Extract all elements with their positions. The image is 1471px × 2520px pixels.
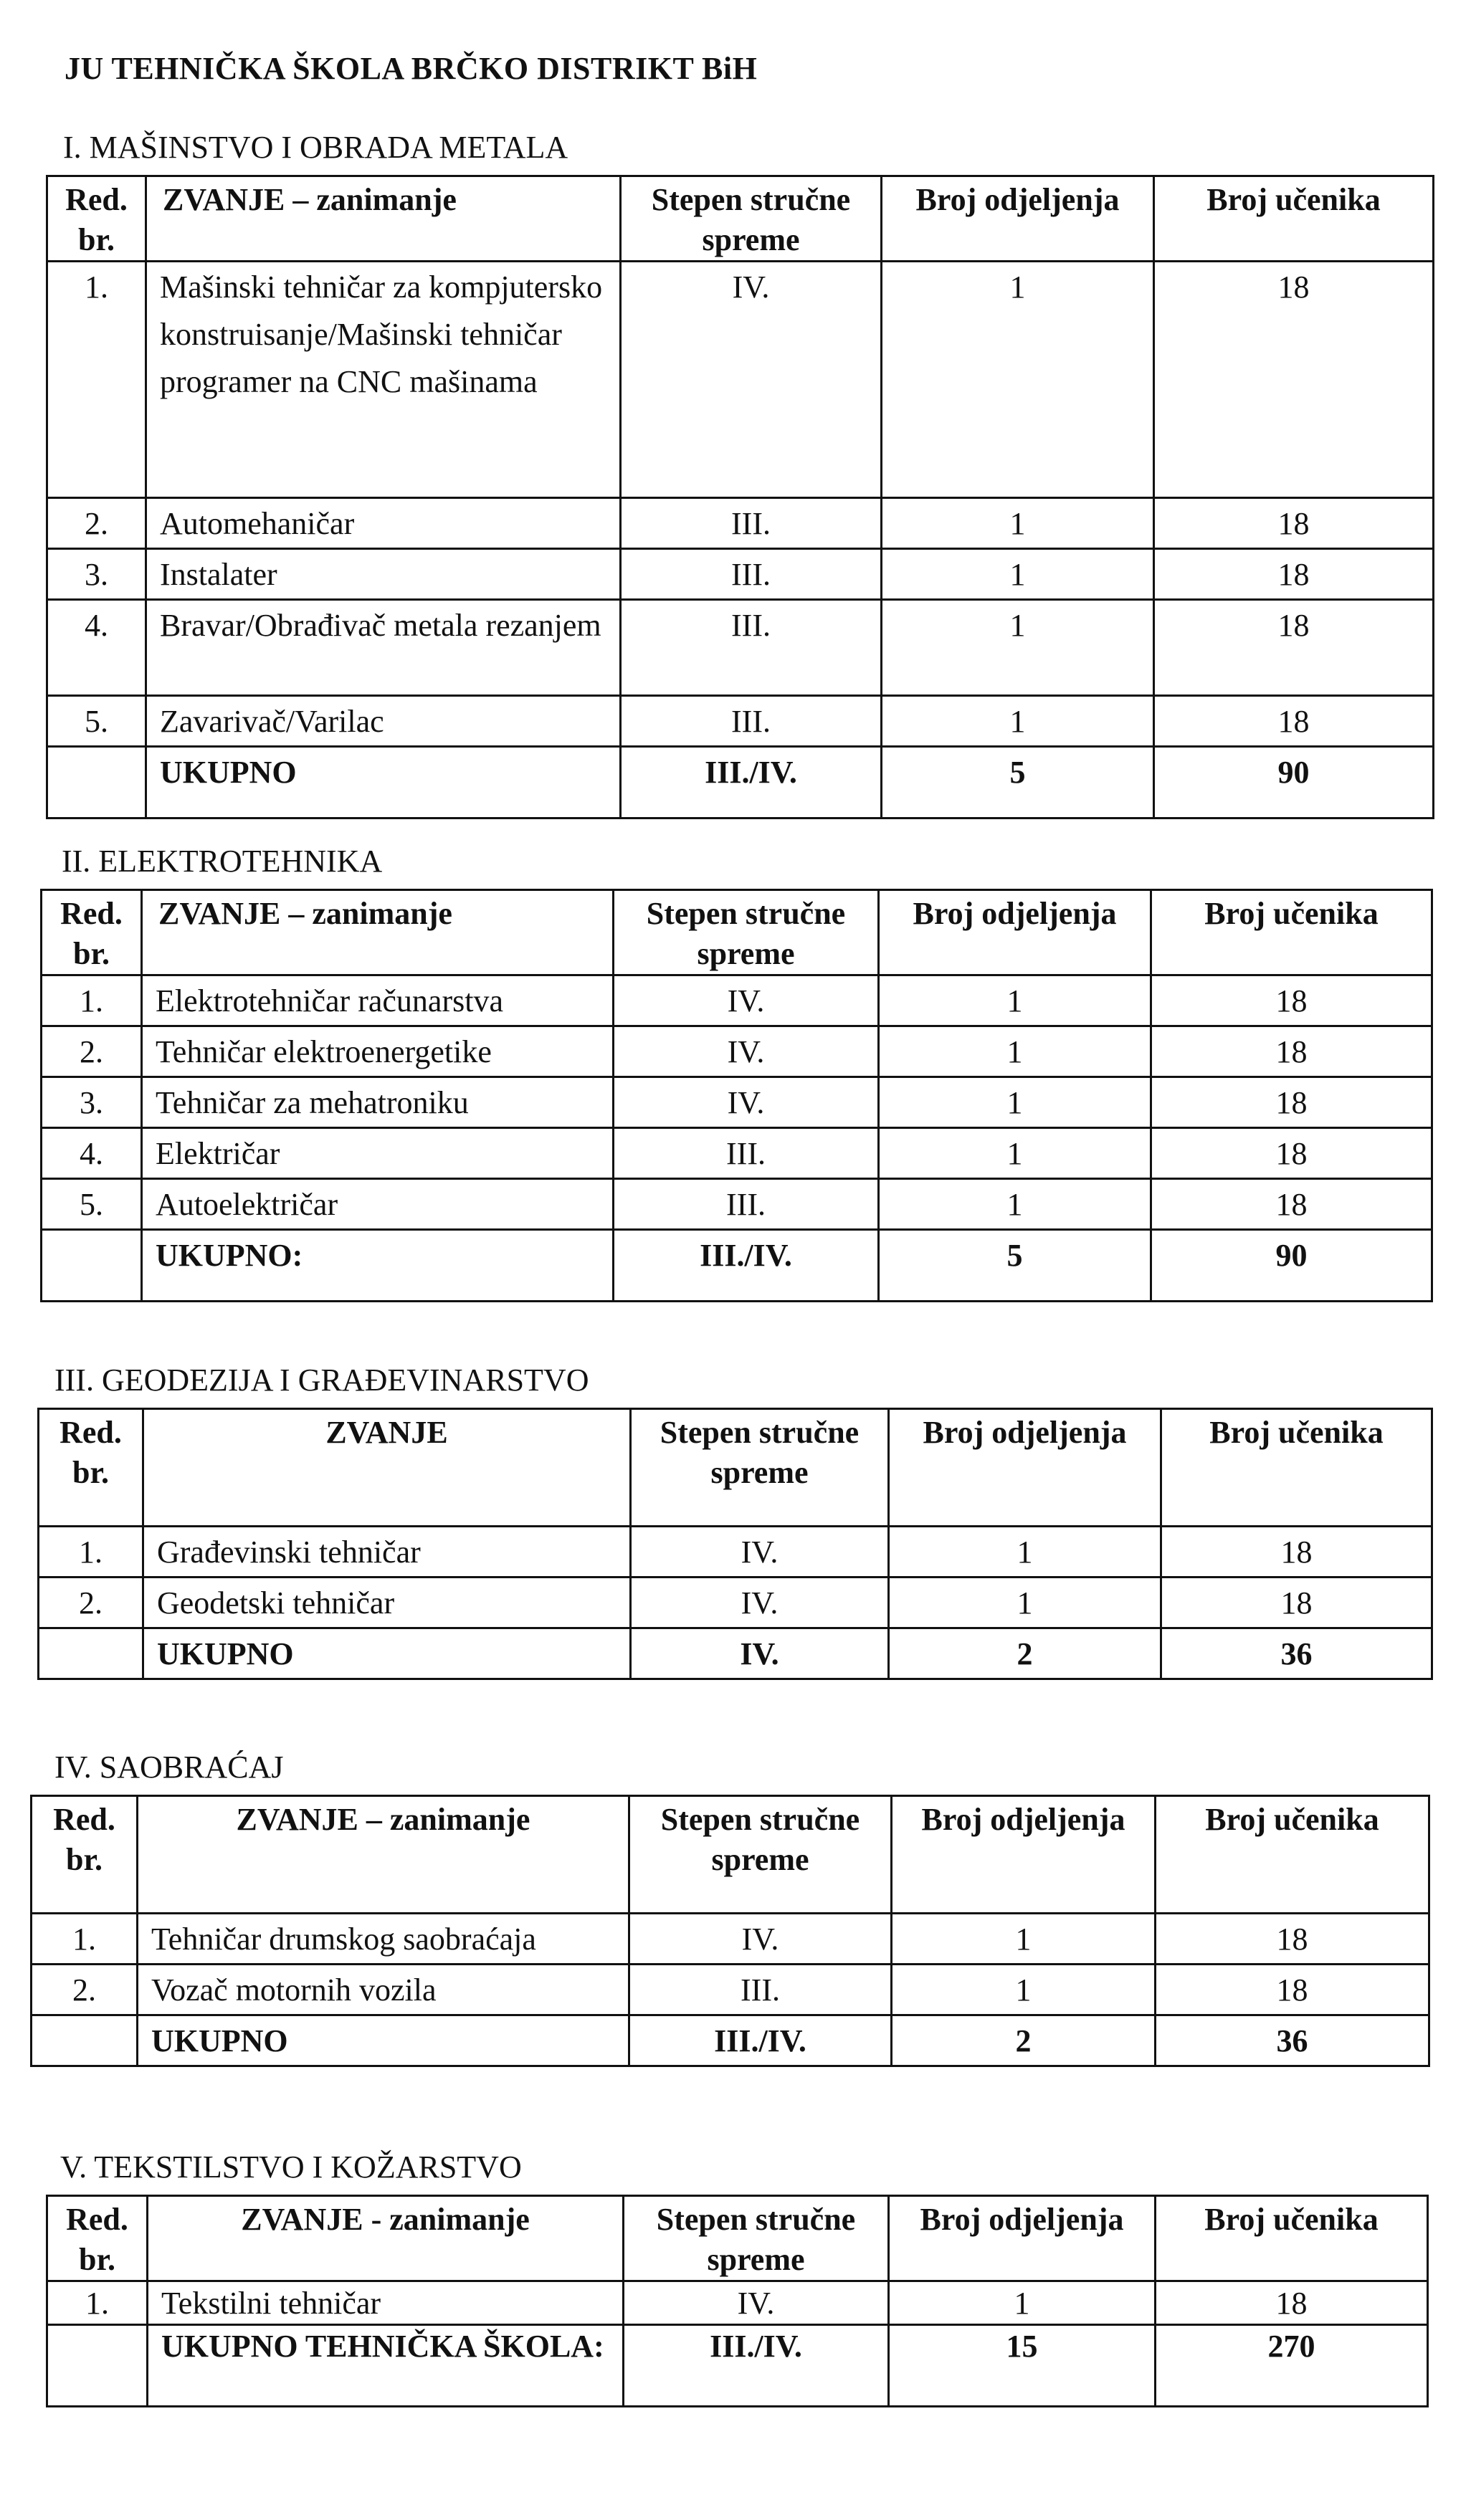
row-classes: 1 <box>889 1527 1161 1578</box>
total-label: UKUPNO TEHNIČKA ŠKOLA: <box>148 2325 624 2407</box>
table-row <box>42 1026 1432 1077</box>
row-classes: 1 <box>889 1578 1161 1628</box>
row-occupation: Zavarivač/Varilac <box>146 696 621 747</box>
row-number: 5. <box>42 1179 142 1230</box>
header-red: Red. br. <box>47 2196 148 2281</box>
row-students: 18 <box>1161 1578 1432 1628</box>
total-label: UKUPNO: <box>142 1230 614 1302</box>
row-number: 1. <box>39 1527 143 1578</box>
row-number: 3. <box>47 549 146 600</box>
row-classes: 1 <box>882 549 1154 600</box>
row-level: IV. <box>631 1578 889 1628</box>
row-classes: 1 <box>882 498 1154 549</box>
table-row <box>47 600 1434 696</box>
header-zvanje: ZVANJE – zanimanje <box>146 176 621 262</box>
row-number: 3. <box>42 1077 142 1128</box>
row-level: IV. <box>631 1527 889 1578</box>
row-number: 2. <box>42 1026 142 1077</box>
total-students: 36 <box>1156 2015 1429 2066</box>
header-odjeljenja: Broj odjeljenja <box>889 2196 1156 2281</box>
row-level: III. <box>621 549 882 600</box>
table-row <box>42 1128 1432 1179</box>
table-row <box>39 1527 1432 1578</box>
row-number: 1. <box>32 1914 138 1965</box>
section-title: II. ELEKTROTEHNIKA <box>62 844 383 879</box>
header-ucenika: Broj učenika <box>1154 176 1434 262</box>
total-students: 90 <box>1151 1230 1432 1302</box>
row-level: III. <box>621 498 882 549</box>
total-row <box>47 747 1434 818</box>
row-occupation: Automehaničar <box>146 498 621 549</box>
row-students: 18 <box>1156 1965 1429 2015</box>
row-number <box>32 2015 138 2066</box>
header-red: Red. br. <box>32 1796 138 1914</box>
row-students: 18 <box>1154 696 1434 747</box>
row-level: IV. <box>614 1077 879 1128</box>
total-level: III./IV. <box>621 747 882 818</box>
total-classes: 15 <box>889 2325 1156 2407</box>
row-classes: 1 <box>882 262 1154 498</box>
section-table <box>46 175 1434 819</box>
row-level: III. <box>621 600 882 696</box>
header-zvanje: ZVANJE - zanimanje <box>148 2196 624 2281</box>
row-occupation: Vozač motornih vozila <box>138 1965 629 2015</box>
header-odjeljenja: Broj odjeljenja <box>879 890 1151 975</box>
header-stepen: Stepen stručne spreme <box>624 2196 889 2281</box>
row-students: 18 <box>1154 549 1434 600</box>
table-row <box>47 262 1434 498</box>
row-students: 18 <box>1151 1179 1432 1230</box>
row-occupation: Geodetski tehničar <box>143 1578 631 1628</box>
row-classes: 1 <box>889 2281 1156 2325</box>
table-row <box>42 1077 1432 1128</box>
row-students: 18 <box>1156 1914 1429 1965</box>
section-title: I. MAŠINSTVO I OBRADA METALA <box>63 130 568 165</box>
section-table <box>37 1408 1433 1680</box>
row-occupation: Građevinski tehničar <box>143 1527 631 1578</box>
total-classes: 5 <box>879 1230 1151 1302</box>
row-level: IV. <box>614 975 879 1026</box>
header-red: Red. br. <box>47 176 146 262</box>
row-students: 18 <box>1161 1527 1432 1578</box>
header-stepen: Stepen stručne spreme <box>614 890 879 975</box>
header-zvanje: ZVANJE <box>143 1409 631 1527</box>
row-number: 1. <box>47 262 146 498</box>
header-odjeljenja: Broj odjeljenja <box>892 1796 1156 1914</box>
row-number: 5. <box>47 696 146 747</box>
row-students: 18 <box>1151 975 1432 1026</box>
row-level: III. <box>614 1179 879 1230</box>
table-row <box>47 549 1434 600</box>
header-ucenika: Broj učenika <box>1156 1796 1429 1914</box>
total-level: III./IV. <box>629 2015 892 2066</box>
row-students: 18 <box>1151 1077 1432 1128</box>
row-classes: 1 <box>882 600 1154 696</box>
row-classes: 1 <box>879 1026 1151 1077</box>
header-zvanje: ZVANJE – zanimanje <box>142 890 614 975</box>
total-students: 90 <box>1154 747 1434 818</box>
row-number <box>42 1230 142 1302</box>
row-occupation: Tehničar elektroenergetike <box>142 1026 614 1077</box>
row-number: 1. <box>42 975 142 1026</box>
row-level: III. <box>614 1128 879 1179</box>
row-classes: 1 <box>879 1179 1151 1230</box>
row-number: 2. <box>39 1578 143 1628</box>
row-level: III. <box>629 1965 892 2015</box>
section-table <box>30 1795 1430 2067</box>
header-odjeljenja: Broj odjeljenja <box>882 176 1154 262</box>
total-level: IV. <box>631 1628 889 1679</box>
header-ucenika: Broj učenika <box>1151 890 1432 975</box>
row-classes: 1 <box>879 1077 1151 1128</box>
total-classes: 2 <box>889 1628 1161 1679</box>
total-label: UKUPNO <box>143 1628 631 1679</box>
total-classes: 2 <box>892 2015 1156 2066</box>
table-row <box>32 1965 1429 2015</box>
table-row <box>42 975 1432 1026</box>
table-row <box>42 1179 1432 1230</box>
table-row <box>47 2281 1428 2325</box>
total-level: III./IV. <box>614 1230 879 1302</box>
row-students: 18 <box>1156 2281 1428 2325</box>
table-row <box>39 1578 1432 1628</box>
row-number: 1. <box>47 2281 148 2325</box>
section-title: IV. SAOBRAĆAJ <box>54 1750 284 1785</box>
total-label: UKUPNO <box>146 747 621 818</box>
section-title: V. TEKSTILSTVO I KOŽARSTVO <box>60 2149 522 2185</box>
header-stepen: Stepen stručne spreme <box>621 176 882 262</box>
row-occupation: Autoelektričar <box>142 1179 614 1230</box>
table-row <box>47 498 1434 549</box>
total-row <box>42 1230 1432 1302</box>
section-table <box>40 889 1433 1302</box>
header-ucenika: Broj učenika <box>1161 1409 1432 1527</box>
header-stepen: Stepen stručne spreme <box>631 1409 889 1527</box>
row-occupation: Tehničar za mehatroniku <box>142 1077 614 1128</box>
total-students: 270 <box>1156 2325 1428 2407</box>
row-classes: 1 <box>892 1914 1156 1965</box>
row-number <box>47 2325 148 2407</box>
total-row <box>32 2015 1429 2066</box>
header-zvanje: ZVANJE – zanimanje <box>138 1796 629 1914</box>
row-number: 4. <box>47 600 146 696</box>
document-title: JU TEHNIČKA ŠKOLA BRČKO DISTRIKT BiH <box>65 51 758 86</box>
total-students: 36 <box>1161 1628 1432 1679</box>
row-occupation: Mašinski tehničar za kompjutersko konstruisanje/Mašinski tehničar programer na CNC mašinama <box>146 262 621 498</box>
row-number: 2. <box>32 1965 138 2015</box>
row-occupation: Instalater <box>146 549 621 600</box>
row-level: IV. <box>624 2281 889 2325</box>
row-students: 18 <box>1154 498 1434 549</box>
row-occupation: Elektrotehničar računarstva <box>142 975 614 1026</box>
row-classes: 1 <box>879 1128 1151 1179</box>
row-students: 18 <box>1154 600 1434 696</box>
header-stepen: Stepen stručne spreme <box>629 1796 892 1914</box>
row-occupation: Tekstilni tehničar <box>148 2281 624 2325</box>
section-table <box>46 2195 1429 2407</box>
total-classes: 5 <box>882 747 1154 818</box>
row-level: IV. <box>629 1914 892 1965</box>
row-students: 18 <box>1154 262 1434 498</box>
row-classes: 1 <box>892 1965 1156 2015</box>
header-ucenika: Broj učenika <box>1156 2196 1428 2281</box>
header-odjeljenja: Broj odjeljenja <box>889 1409 1161 1527</box>
row-students: 18 <box>1151 1128 1432 1179</box>
row-occupation: Bravar/Obrađivač metala rezanjem <box>146 600 621 696</box>
total-label: UKUPNO <box>138 2015 629 2066</box>
total-row <box>47 2325 1428 2407</box>
total-level: III./IV. <box>624 2325 889 2407</box>
table-row <box>32 1914 1429 1965</box>
table-row <box>47 696 1434 747</box>
row-students: 18 <box>1151 1026 1432 1077</box>
row-classes: 1 <box>882 696 1154 747</box>
row-number <box>47 747 146 818</box>
row-number: 4. <box>42 1128 142 1179</box>
header-red: Red. br. <box>42 890 142 975</box>
row-number: 2. <box>47 498 146 549</box>
row-level: IV. <box>621 262 882 498</box>
row-occupation: Električar <box>142 1128 614 1179</box>
row-classes: 1 <box>879 975 1151 1026</box>
total-row <box>39 1628 1432 1679</box>
row-number <box>39 1628 143 1679</box>
header-red: Red. br. <box>39 1409 143 1527</box>
section-title: III. GEODEZIJA I GRAĐEVINARSTVO <box>54 1362 589 1398</box>
row-level: IV. <box>614 1026 879 1077</box>
row-level: III. <box>621 696 882 747</box>
row-occupation: Tehničar drumskog saobraćaja <box>138 1914 629 1965</box>
